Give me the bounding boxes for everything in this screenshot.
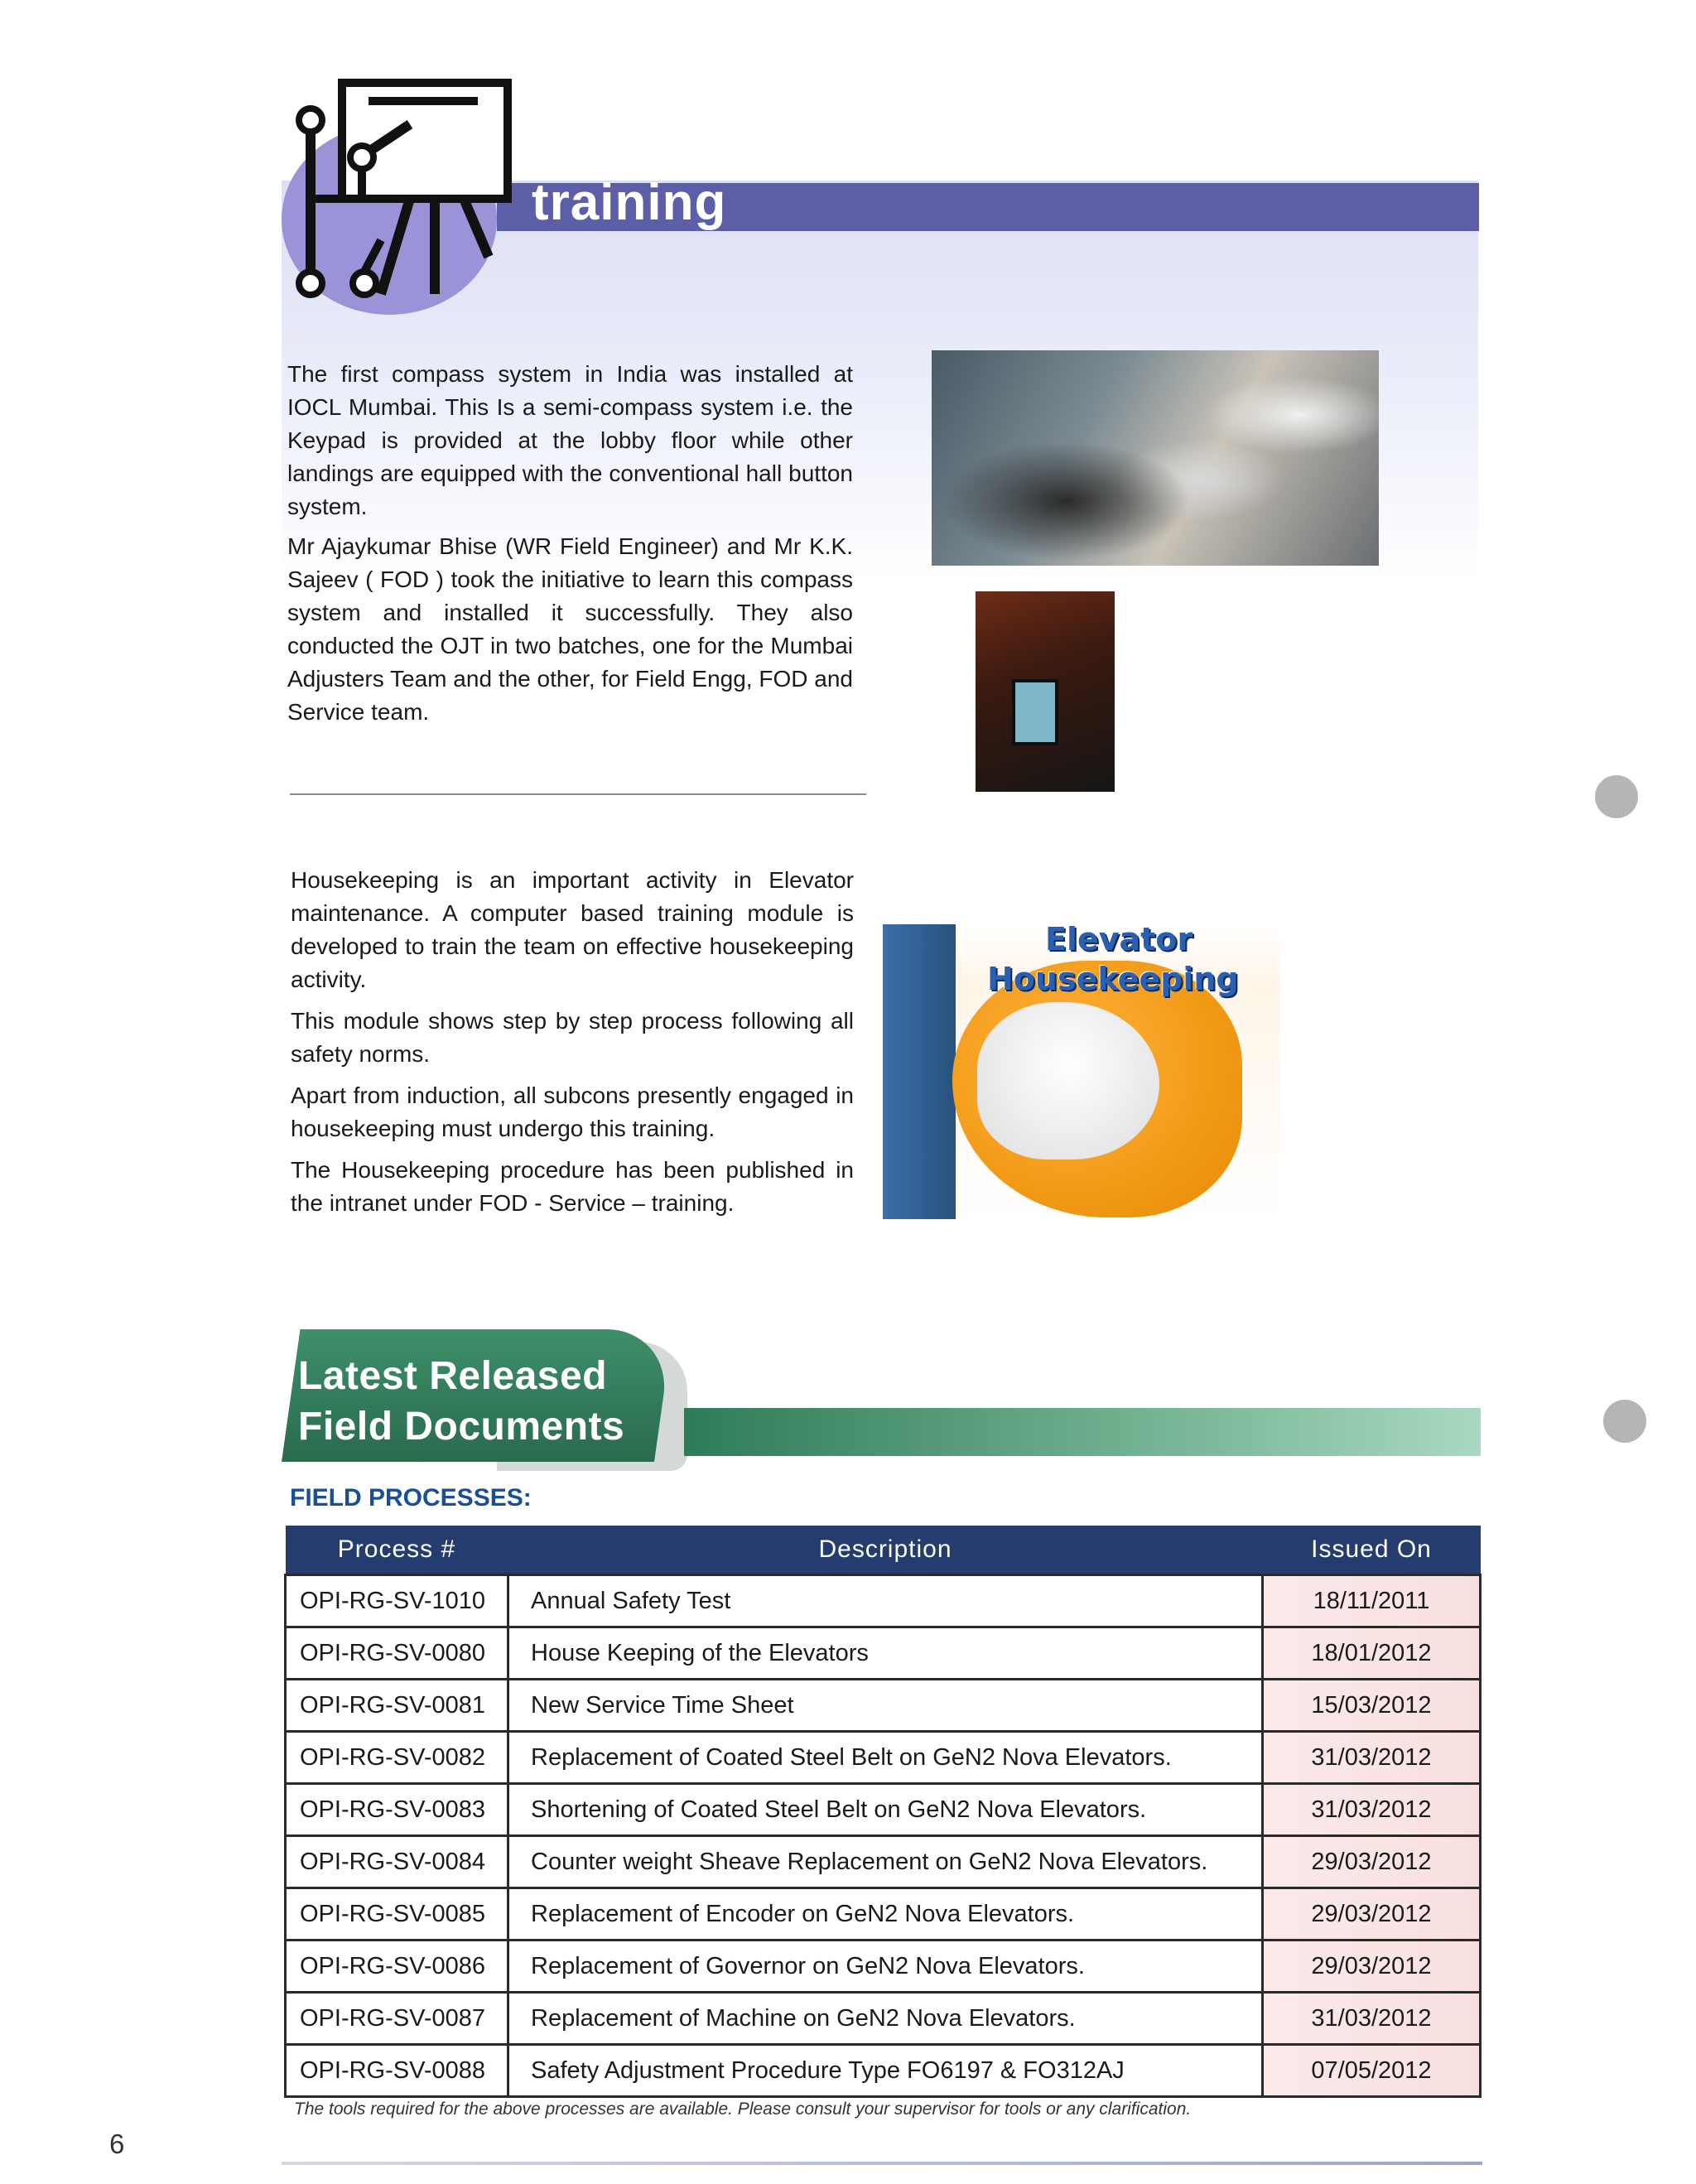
field-processes-table: [284, 1526, 1482, 2098]
table-header-row: [286, 1526, 1481, 1575]
housekeeping-paragraph: This module shows step by step process following all safety norms.: [291, 1008, 854, 1067]
issued-date: 31/03/2012: [1263, 1732, 1481, 1784]
training-group-photo: [932, 350, 1379, 566]
table-row: [286, 1941, 1481, 1993]
table-row: [286, 1784, 1481, 1836]
process-id: OPI-RG-SV-0081: [286, 1680, 508, 1732]
table-row: [286, 1732, 1481, 1784]
keypad-screen: [1012, 679, 1058, 745]
elevator-panel-graphic: [883, 924, 956, 1219]
table-footnote: The tools required for the above processes are available. Please consult your supervisor for tools or any clarification.: [294, 2100, 1192, 2119]
process-id: OPI-RG-SV-0084: [286, 1836, 508, 1888]
process-id: OPI-RG-SV-0086: [286, 1941, 508, 1993]
presentation-easel-icon: [286, 75, 526, 306]
table-row: [286, 1836, 1481, 1888]
process-description: Shortening of Coated Steel Belt on GeN2 Nova Elevators.: [508, 1784, 1263, 1836]
process-id: OPI-RG-SV-0087: [286, 1993, 508, 2045]
training-paragraph: Mr Ajaykumar Bhise (WR Field Engineer) and Mr K.K. Sajeev ( FOD ) took the initiative to learn this compass system and installed it successfully. They also conducted the OJT in two batches, one for the Mumbai Adjusters Team and the other, for Field Engg, FOD and Service team.: [287, 533, 853, 725]
column-header-description: Description: [508, 1526, 1263, 1575]
process-description: New Service Time Sheet: [508, 1680, 1263, 1732]
issued-date: 29/03/2012: [1263, 1888, 1481, 1941]
table-row: [286, 1993, 1481, 2045]
issued-date: 29/03/2012: [1263, 1836, 1481, 1888]
housekeeping-paragraph: Apart from induction, all subcons presently engaged in housekeeping must undergo this training.: [291, 1082, 854, 1141]
field-processes-label: FIELD PROCESSES:: [290, 1484, 532, 1511]
process-description: Replacement of Machine on GeN2 Nova Elevators.: [508, 1993, 1263, 2045]
process-description: Replacement of Encoder on GeN2 Nova Elevators.: [508, 1888, 1263, 1941]
punch-hole: [1595, 775, 1638, 818]
table-row: [286, 1627, 1481, 1680]
docs-header-band: [684, 1408, 1481, 1456]
page-number: 6: [109, 2129, 125, 2159]
punch-hole: [1603, 1400, 1646, 1443]
table-row: [286, 1575, 1481, 1627]
process-id: OPI-RG-SV-0088: [286, 2045, 508, 2097]
issued-date: 18/11/2011: [1263, 1575, 1481, 1627]
process-description: House Keeping of the Elevators: [508, 1627, 1263, 1680]
docs-title-line1: Latest Released: [298, 1354, 608, 1398]
issued-date: 15/03/2012: [1263, 1680, 1481, 1732]
process-id: OPI-RG-SV-0080: [286, 1627, 508, 1680]
issued-date: 29/03/2012: [1263, 1941, 1481, 1993]
table-row: [286, 1888, 1481, 1941]
issued-date: 18/01/2012: [1263, 1627, 1481, 1680]
column-header-process: Process #: [286, 1526, 508, 1575]
process-description: Counter weight Sheave Replacement on GeN2 Nova Elevators.: [508, 1836, 1263, 1888]
process-description: Replacement of Governor on GeN2 Nova Elevators.: [508, 1941, 1263, 1993]
process-description: Replacement of Coated Steel Belt on GeN2 Nova Elevators.: [508, 1732, 1263, 1784]
docs-title-line2: Field Documents: [298, 1405, 625, 1449]
housekeeping-image-subtitle: Housekeeping: [987, 961, 1239, 997]
training-title: training: [532, 174, 727, 231]
process-id: OPI-RG-SV-1010: [286, 1575, 508, 1627]
training-paragraph: The first compass system in India was installed at IOCL Mumbai. This Is a semi-compass system i.e. the Keypad is provided at the lobby floor while other landings are equipped with the conventional hall button system.: [287, 361, 853, 519]
issued-date: 31/03/2012: [1263, 1784, 1481, 1836]
process-description: Annual Safety Test: [508, 1575, 1263, 1627]
process-id: OPI-RG-SV-0085: [286, 1888, 508, 1941]
process-id: OPI-RG-SV-0082: [286, 1732, 508, 1784]
issued-date: 07/05/2012: [1263, 2045, 1481, 2097]
training-body: [287, 358, 853, 729]
table-row: [286, 2045, 1481, 2097]
housekeeping-paragraph: The Housekeeping procedure has been published in the intranet under FOD - Service – training.: [291, 1157, 854, 1216]
issued-date: 31/03/2012: [1263, 1993, 1481, 2045]
housekeeping-body: [291, 864, 854, 1220]
section-divider: [290, 793, 866, 795]
housekeeping-image-title: Elevator: [1045, 921, 1193, 957]
column-header-issued: Issued On: [1263, 1526, 1481, 1575]
table-row: [286, 1680, 1481, 1732]
footer-rule: [282, 2162, 1482, 2165]
housekeeping-paragraph: Housekeeping is an important activity in Elevator maintenance. A computer based training module is developed to train the team on effective housekeeping activity.: [291, 867, 854, 992]
process-description: Safety Adjustment Procedure Type FO6197 & FO312AJ: [508, 2045, 1263, 2097]
process-id: OPI-RG-SV-0083: [286, 1784, 508, 1836]
